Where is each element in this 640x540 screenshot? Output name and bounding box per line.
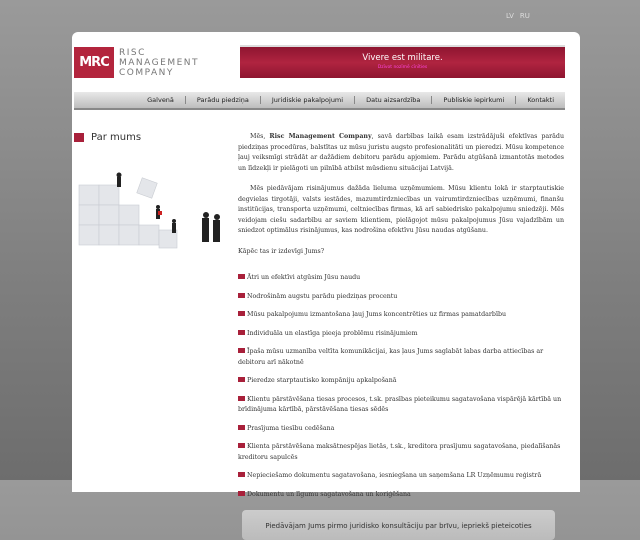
square-bullet-icon	[238, 330, 245, 335]
banner	[240, 45, 565, 78]
square-bullet-icon	[238, 472, 245, 477]
list-item	[238, 376, 564, 387]
clients-paragraph: Mēs piedāvājam risinājumus dažāda lieluma uzņēmumiem. Mūsu klientu lokā ir starptautiskie degvielas tirgotāji, valsts iestādes, mazumtirdzniecības un vairumtirdzniecības uzņēmumi, finanšu institūcijas, transporta uzņēmumi, celtniecības firmas, kā arī sabiedrisko pakalpojumu sniedzēji. Mēs veidojam ciešu sadarbību ar saviem klientiem, pielāgojot mūsu pakalpojumus Jūsu vajadzībām un sniedzot optimālus risinājumus, kas nodrošina efektīvu Jūsu naudas atgūšanu.	[238, 185, 564, 234]
puzzle-business-image	[74, 165, 225, 255]
list-item	[238, 273, 564, 284]
nav-datu-aizsardziba[interactable]: Datu aizsardzība	[354, 96, 431, 104]
logo[interactable]	[74, 47, 199, 78]
list-item-text: Ātri un efektīvi atgūsim Jūsu naudu	[247, 274, 361, 281]
list-item-text: Pieredze starptautisko kompāniju apkalpošanā	[247, 377, 397, 384]
list-item-text: Dokumentu un līgumu sagatavošana un koriģēšana	[247, 490, 411, 498]
list-item	[238, 442, 564, 463]
banner-subtitle: Dzīvot nozīmē cīnīties	[377, 65, 428, 70]
list-item	[238, 424, 564, 435]
square-bullet-icon	[238, 425, 245, 430]
sidebar-title-text: Par mums	[91, 132, 142, 143]
sidebar-title	[74, 132, 141, 143]
list-item	[238, 347, 564, 368]
square-bullet-icon	[238, 491, 245, 496]
square-bullet-icon	[238, 443, 245, 448]
list-item-text: Mūsu pakalpojumu izmantošana ļauj Jums koncentrēties uz firmas pamatdarbību	[247, 311, 507, 318]
list-item	[238, 329, 564, 340]
intro-text: , savā darbības laikā esam izstrādājuši efektīvas parādu piedziņas procedūras, balstītas uz mūsu juristu augsto profesionalitāti un pieredzi. Mūsu kompetence ļauj veiksmīgi strādāt ar dažādiem debitoru parādu apjomiem. Parādu atgūšanā izmantotās metodes un līdzekļi ir pielāgoti un pilnībā atbilst mūsdienu situācijai Latvijā.	[238, 133, 564, 172]
square-bullet-icon	[238, 348, 245, 353]
list-item-text: Nodrošinām augstu parādu piedziņas procentu	[247, 292, 398, 300]
square-bullet-icon	[238, 396, 245, 401]
nav-kontakti[interactable]: Kontakti	[515, 96, 565, 104]
benefits-list	[238, 273, 564, 500]
list-item-text: Klientu pārstāvēšana tiesas procesos, t.sk. prasības pieteikumu sagatavošana vispārējā kārtībā un brīdinājuma kārtībā, pārstāvēšana tiesas sēdēs	[238, 395, 562, 413]
banner-motto: Vivere est militare.	[362, 53, 443, 63]
nav-publiskie-iepirkumi[interactable]: Publiskie iepirkumi	[431, 96, 515, 104]
list-item-text: Klienta pārstāvēšana maksātnespējas lietās, t.sk., kreditora prasījumu sagatavošana, piedalīšanās kreditoru sapulcēs	[238, 443, 561, 461]
square-bullet-icon	[238, 293, 245, 298]
logo-text	[119, 48, 199, 78]
intro-paragraph	[238, 132, 564, 174]
list-item	[238, 292, 564, 303]
nav-galvena[interactable]: Galvenā	[147, 96, 174, 104]
language-switcher	[506, 12, 536, 20]
list-item-text: Nepieciešamo dokumentu sagatavošana, iesniegšana un saņemšana LR Uzņēmumu reģistrā	[247, 472, 542, 479]
list-item-text: Prasījuma tiesību cedēšana	[247, 424, 335, 432]
list-item-text: Īpaša mūsu uzmanība veltīta komunikācijai, kas ļaus Jums saglabāt labas darba attiecības ar debitoru arī nākotnē	[238, 348, 544, 366]
list-item	[238, 310, 564, 321]
page-container	[72, 32, 580, 530]
logo-line: MANAGEMENT	[119, 57, 199, 68]
lang-lv-link[interactable]: LV	[506, 12, 514, 20]
lang-ru-link[interactable]: RU	[519, 12, 530, 20]
list-item	[238, 490, 564, 501]
list-item-text: Individuāla un elastīga pieeja problēmu risinājumiem	[247, 329, 418, 337]
main-content	[238, 132, 564, 540]
free-consultation-banner[interactable]: Piedāvājam Jums pirmo juridisko konsultāciju par brīvu, iepriekš pieteicoties	[242, 510, 555, 540]
main-nav	[74, 92, 565, 110]
company-name: Risc Management Company	[269, 133, 372, 140]
benefits-question: Kāpēc tas ir izdevīgi Jums?	[238, 247, 325, 255]
nav-juridiskie-pakalpojumi[interactable]: Juridiskie pakalpojumi	[260, 96, 354, 104]
list-item	[238, 395, 564, 416]
square-bullet-icon	[238, 377, 245, 382]
nav-paradu-piedzina[interactable]: Parādu piedziņa	[185, 96, 260, 104]
square-bullet-icon	[74, 133, 84, 142]
logo-line: RISC	[119, 47, 146, 58]
intro-text: Mēs,	[250, 133, 270, 140]
square-bullet-icon	[238, 274, 245, 279]
square-bullet-icon	[238, 311, 245, 316]
logo-line: COMPANY	[119, 67, 174, 78]
logo-mark: MRC	[74, 47, 114, 78]
